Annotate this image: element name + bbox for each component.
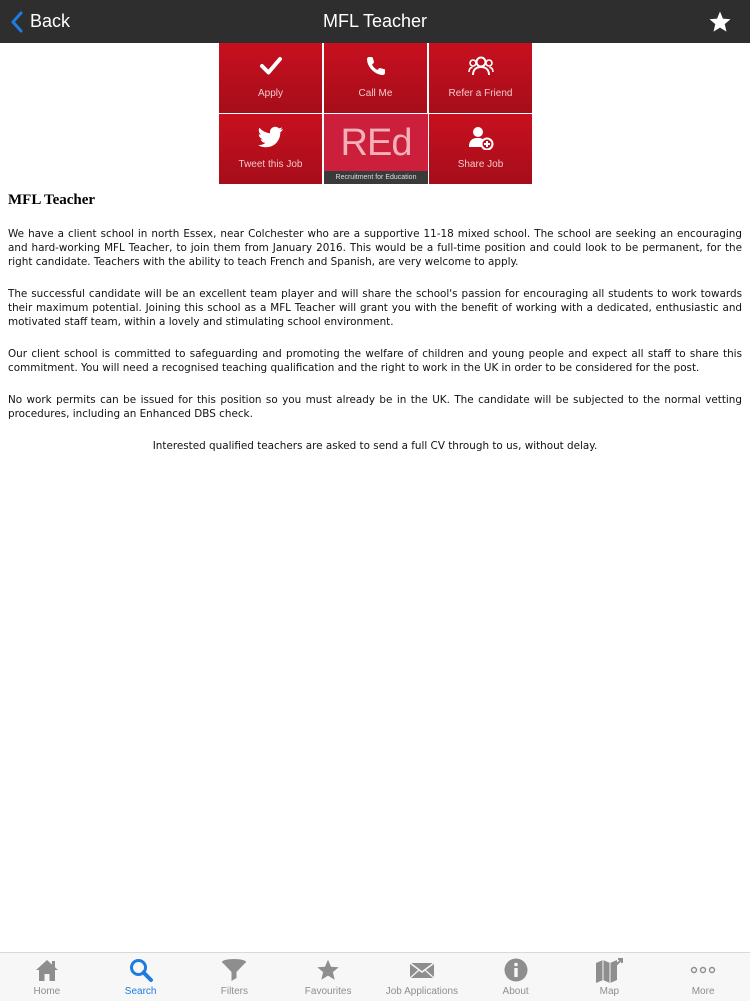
closing-note: Interested qualified teachers are asked to send a full CV through to us, without delay. bbox=[152, 440, 598, 452]
tab-bar bbox=[0, 952, 750, 1001]
logo-caption: Recruitment for Education bbox=[324, 171, 428, 184]
tab-job-applications-label: Job Applications bbox=[385, 986, 459, 997]
tweet-job-button[interactable] bbox=[219, 114, 322, 184]
filter-icon bbox=[220, 957, 248, 983]
info-icon bbox=[503, 957, 529, 983]
people-icon bbox=[468, 55, 494, 77]
logo-text: REd bbox=[340, 122, 412, 164]
tab-about-label: About bbox=[502, 986, 529, 997]
search-icon bbox=[128, 957, 154, 983]
red-logo bbox=[324, 114, 428, 184]
description-paragraph: We have a client school in north Essex, near Colchester who are a supportive 11-18 mixed school. The school are seeking an encouraging and hard-working MFL Teacher, to join them from January 2016. This would be a full-time position and could look to be permanent, for the right candidate. Teachers with the ability to teach French and Spanish, are very welcome to apply. bbox=[8, 228, 742, 268]
tab-about[interactable] bbox=[469, 953, 563, 1001]
description-paragraph: Our client school is committed to safeguarding and promoting the welfare of children and young people and expect all staff to share this commitment. You will need a recognised teaching qualification and the right to work in the UK in order to be considered for the post. bbox=[8, 348, 742, 374]
refer-friend-label: Refer a Friend bbox=[448, 88, 513, 99]
map-icon bbox=[594, 957, 624, 983]
twitter-bird-icon bbox=[258, 126, 284, 148]
share-job-label: Share Job bbox=[457, 159, 504, 170]
tab-map-label: Map bbox=[599, 986, 620, 997]
navigation-bar bbox=[0, 0, 750, 43]
apply-button[interactable] bbox=[219, 43, 322, 113]
tab-favourites-label: Favourites bbox=[304, 986, 352, 997]
back-label: Back bbox=[30, 11, 71, 31]
apply-label: Apply bbox=[257, 88, 283, 99]
job-heading: MFL Teacher bbox=[8, 192, 96, 208]
envelope-icon bbox=[408, 957, 436, 983]
phone-icon bbox=[365, 55, 387, 77]
tab-filters[interactable] bbox=[188, 953, 282, 1001]
tab-home-label: Home bbox=[33, 986, 61, 997]
tab-home[interactable] bbox=[0, 953, 94, 1001]
tab-job-applications[interactable] bbox=[375, 953, 469, 1001]
more-dots-icon bbox=[689, 957, 717, 983]
action-grid bbox=[219, 43, 533, 184]
refer-friend-button[interactable] bbox=[429, 43, 532, 113]
page-title: MFL Teacher bbox=[322, 11, 428, 31]
description-paragraph: The successful candidate will be an excellent team player and will share the school's passion for encouraging all students to work towards their maximum potential. Joining this school as a MFL Teacher will grant you with the benefit of working with a dedicated, enthusiastic and motivated staff team, within a lovely and stimulating school environment. bbox=[8, 288, 742, 328]
share-job-button[interactable] bbox=[429, 114, 532, 184]
job-description bbox=[8, 227, 742, 471]
tab-map[interactable] bbox=[563, 953, 657, 1001]
tab-more-label: More bbox=[691, 986, 715, 997]
tab-favourites[interactable] bbox=[281, 953, 375, 1001]
tab-search[interactable] bbox=[94, 953, 188, 1001]
tweet-job-label: Tweet this Job bbox=[238, 159, 303, 170]
home-icon bbox=[34, 957, 60, 983]
tab-search-label: Search bbox=[124, 986, 157, 997]
call-me-button[interactable] bbox=[324, 43, 427, 113]
call-me-label: Call Me bbox=[358, 88, 393, 99]
checkmark-icon bbox=[259, 55, 283, 77]
tab-more[interactable] bbox=[656, 953, 750, 1001]
star-icon bbox=[315, 957, 341, 983]
description-paragraph: No work permits can be issued for this position so you must already be in the UK. The candidate will be subjected to the normal vetting procedures, including an Enhanced DBS check. bbox=[8, 394, 742, 420]
add-user-icon bbox=[468, 126, 494, 150]
favourite-star-icon[interactable] bbox=[708, 10, 732, 34]
tab-filters-label: Filters bbox=[220, 986, 248, 997]
